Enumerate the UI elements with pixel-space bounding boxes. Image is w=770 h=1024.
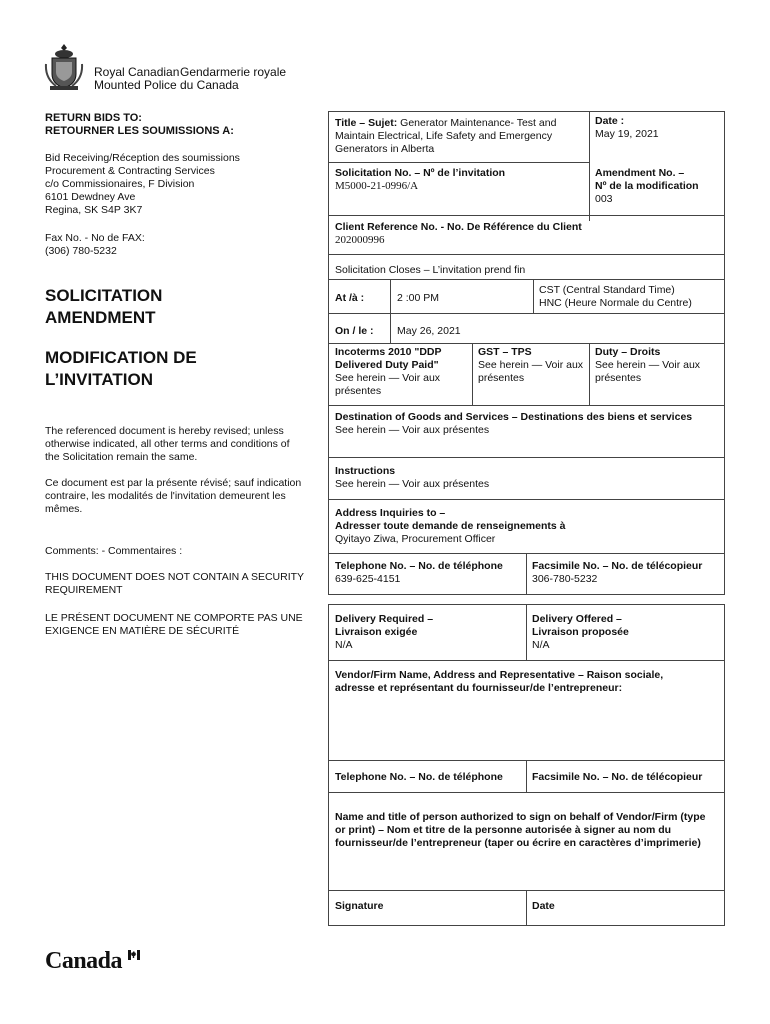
inquiries-label-line1: Address Inquiries to – <box>335 507 446 519</box>
inquiries-label-line2: Adresser toute demande de renseignements à <box>335 520 566 532</box>
address-line: Regina, SK S4P 3K7 <box>45 204 143 216</box>
revised-notice-en: The referenced document is hereby revised; unless otherwise indicated, all other terms and conditions of the Solicitation remain the same. <box>45 425 290 463</box>
delivery-required-label-fr: Livraison exigée <box>335 626 418 638</box>
return-bids-heading <box>45 112 307 138</box>
telephone-cell <box>329 557 527 589</box>
canada-wordmark-text: Canada <box>45 948 123 974</box>
instructions-cell <box>329 462 725 494</box>
delivery-offered-value: N/A <box>532 639 550 651</box>
canada-flag-icon <box>128 947 140 960</box>
gst-value: See herein — Voir aux présentes <box>478 359 584 384</box>
duty-label: Duty – Droits <box>595 346 661 358</box>
return-bids-en: RETURN BIDS TO: <box>45 112 142 124</box>
duty-value: See herein — Voir aux présentes <box>595 359 701 384</box>
title-en-line2: AMENDMENT <box>45 308 156 327</box>
title-cell <box>329 114 591 159</box>
amendment-label-line1: Amendment No. – <box>595 167 685 179</box>
title-fr-line2: L’INVITATION <box>45 370 153 389</box>
address-line: Procurement & Contracting Services <box>45 165 215 177</box>
client-reference-cell <box>329 218 725 250</box>
incoterms-label-line1: Incoterms 2010 "DDP <box>335 346 442 358</box>
address-line: 6101 Dewdney Ave <box>45 191 136 203</box>
security-notice-fr: LE PRÉSENT DOCUMENT NE COMPORTE PAS UNE EXIGENCE EN MATIÈRE DE SÉCURITÉ <box>45 612 303 637</box>
title-en <box>45 285 307 329</box>
solicitation-info-table <box>328 111 725 595</box>
vendor-name-field[interactable]: Vendor/Firm Name, Address and Representative – Raison sociale, adresse et représentant du fournisseur/de l’entrepreneur: <box>335 669 664 694</box>
duty-cell <box>589 343 725 388</box>
facsimile-cell <box>526 557 725 589</box>
rcmp-crest-icon <box>44 42 84 92</box>
revised-notice-fr: Ce document est par la présente révisé; sauf indication contraire, les modalités de l'invitation demeurent les mêmes. <box>45 477 302 515</box>
title-value: Generator Maintenance- Test and Maintain Electrical, Life Safety and Emergency Generators in Alberta <box>335 117 557 155</box>
agency-name-en <box>94 66 179 92</box>
instructions-label: Instructions <box>335 465 396 477</box>
canada-wordmark <box>45 948 140 974</box>
timezone-fr: HNC (Heure Normale du Centre) <box>539 297 692 309</box>
destination-value: See herein — Voir aux présentes <box>335 424 490 436</box>
amendment-label-line2: Nº de la modification <box>595 180 699 192</box>
agency-fr-line2: du Canada <box>180 78 239 92</box>
security-notice-en: THIS DOCUMENT DOES NOT CONTAIN A SECURITY REQUIREMENT <box>45 571 304 596</box>
address-line: c/o Commissionaires, F Division <box>45 178 195 190</box>
address-line: Bid Receiving/Réception des soumissions <box>45 152 240 164</box>
fax-block <box>45 232 307 258</box>
title-label: Title – Sujet: <box>335 117 398 129</box>
delivery-offered-cell <box>526 610 725 655</box>
facsimile-label: Facsimile No. – No. de télécopieur <box>532 560 703 572</box>
on-value: May 26, 2021 <box>397 325 461 337</box>
solicitation-label: Solicitation No. – Nº de l’invitation <box>335 167 506 179</box>
amendment-number-cell <box>589 164 725 209</box>
agency-fr-line1: Gendarmerie royale <box>180 65 287 79</box>
vendor-response-table <box>328 604 725 926</box>
destination-cell <box>329 408 725 440</box>
instructions-value: See herein — Voir aux présentes <box>335 478 490 490</box>
agency-en-line1: Royal Canadian <box>94 65 180 79</box>
inquiries-value: Qyitayo Ziwa, Procurement Officer <box>335 533 496 545</box>
solicitation-number-cell <box>329 164 589 196</box>
at-value: 2 :00 PM <box>397 292 440 304</box>
agency-name-fr <box>180 66 286 92</box>
destination-label: Destination of Goods and Services – Destinations des biens et services <box>335 411 693 423</box>
vendor-facsimile-field[interactable]: Facsimile No. – No. de télécopieur <box>532 771 703 783</box>
gst-cell <box>472 343 590 388</box>
telephone-label: Telephone No. – No. de téléphone <box>335 560 503 572</box>
telephone-value: 639-625-4151 <box>335 573 401 585</box>
comments-label: Comments: - Commentaires : <box>45 545 183 557</box>
gst-label: GST – TPS <box>478 346 532 358</box>
incoterms-value: See herein — Voir aux présentes <box>335 372 441 397</box>
signature-field[interactable]: Signature <box>335 900 384 912</box>
date-cell <box>589 112 725 144</box>
agency-en-line2: Mounted Police <box>94 78 177 92</box>
title-en-line1: SOLICITATION <box>45 286 163 305</box>
inquiries-cell <box>329 504 725 549</box>
title-fr <box>45 347 307 391</box>
fax-value: (306) 780-5232 <box>45 245 117 257</box>
solicitation-closes-label: Solicitation Closes – L’invitation prend fin <box>335 264 526 276</box>
facsimile-value: 306-780-5232 <box>532 573 598 585</box>
on-label: On / le : <box>335 325 374 337</box>
timezone-en: CST (Central Standard Time) <box>539 284 675 296</box>
signature-date-field[interactable]: Date <box>532 900 555 912</box>
delivery-required-value: N/A <box>335 639 353 651</box>
return-bids-fr: RETOURNER LES SOUMISSIONS A: <box>45 125 234 137</box>
delivery-offered-label: Delivery Offered – <box>532 613 622 625</box>
delivery-required-cell <box>329 610 527 655</box>
client-ref-label: Client Reference No. - No. De Référence du Client <box>335 221 582 233</box>
incoterms-cell <box>329 343 473 401</box>
client-ref-value: 202000996 <box>335 234 385 246</box>
fax-label: Fax No. - No de FAX: <box>45 232 145 244</box>
delivery-required-label: Delivery Required – <box>335 613 434 625</box>
date-label: Date : <box>595 115 625 127</box>
timezone-cell <box>533 281 725 313</box>
vendor-telephone-field[interactable]: Telephone No. – No. de téléphone <box>335 771 503 783</box>
solicitation-value: M5000-21-0996/A <box>335 180 419 192</box>
delivery-offered-label-fr: Livraison proposée <box>532 626 629 638</box>
incoterms-label-line2: Delivered Duty Paid" <box>335 359 439 371</box>
return-address <box>45 152 307 217</box>
amendment-value: 003 <box>595 193 613 205</box>
at-label: At /à : <box>335 292 365 304</box>
date-value: May 19, 2021 <box>595 128 659 140</box>
authorized-signer-field[interactable]: Name and title of person authorized to sign on behalf of Vendor/Firm (type or print) – Nom et titre de la personne autorisée à signer au nom du fournisseur/de l’entrepreneur (taper ou écrire en caractères d’imprimerie) <box>335 811 706 849</box>
title-fr-line1: MODIFICATION DE <box>45 348 197 367</box>
